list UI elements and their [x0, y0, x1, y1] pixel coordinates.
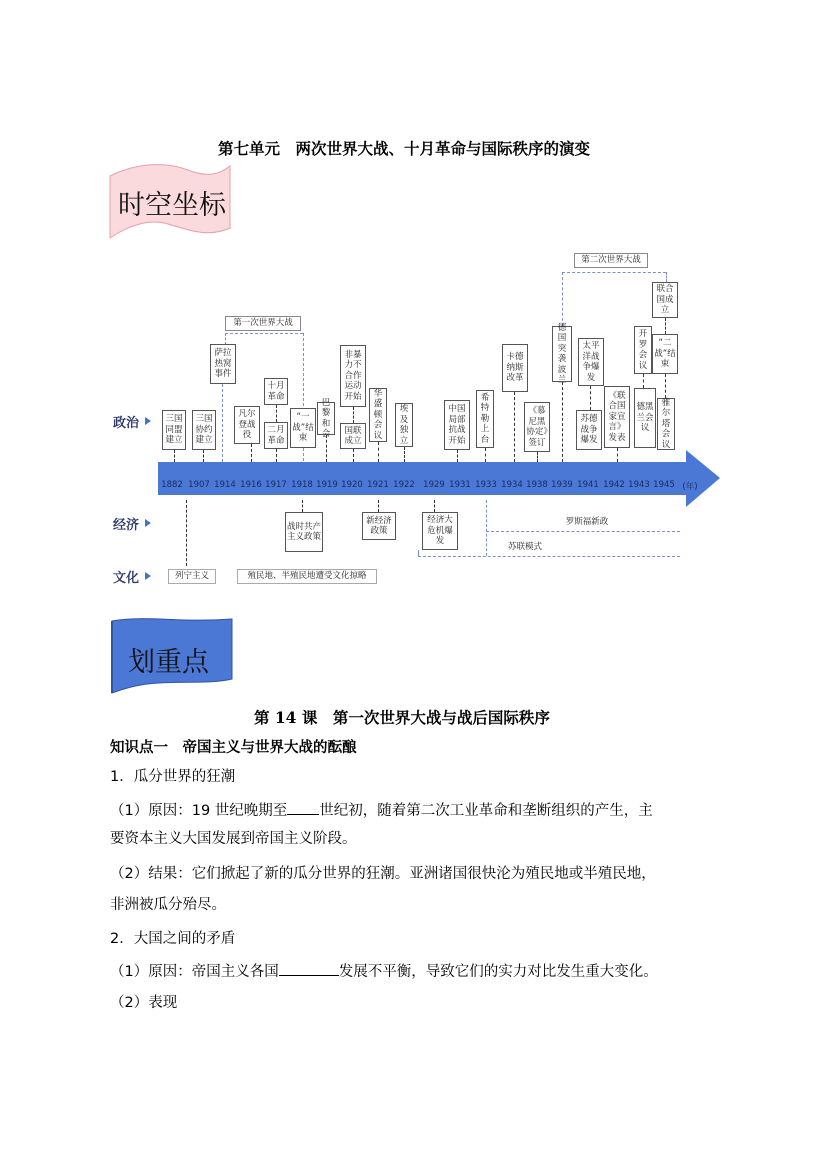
- fill-blank[interactable]: [279, 961, 339, 976]
- econ-box: 战时共产主义政策: [285, 512, 323, 552]
- connector: [203, 450, 204, 462]
- event-box: 埃及独立: [395, 403, 413, 447]
- ww2-bracket-left: [562, 272, 563, 326]
- econ-box: 苏联模式: [502, 540, 548, 555]
- event-box: 德国突袭波兰: [552, 326, 572, 382]
- year-label: 1907: [188, 480, 210, 490]
- lesson-title: 第 14 课 第一次世界大战与战后国际秩序: [254, 708, 550, 727]
- econ-box: 经济大危机爆发: [422, 512, 458, 550]
- connector: [378, 500, 379, 512]
- paragraph: （2）结果：它们掀起了新的瓜分世界的狂潮。亚洲诸国很快沦为殖民地或半殖民地，: [110, 866, 656, 882]
- ww2-bracket-right: [666, 272, 667, 282]
- year-label: 1929: [423, 480, 445, 490]
- year-label: 1920: [341, 480, 363, 490]
- newdeal-bracket: [486, 531, 680, 532]
- event-box: 凡尔登战役: [234, 406, 260, 444]
- event-box: 卡德纳斯改革: [502, 344, 528, 392]
- year-label: 1931: [449, 480, 471, 490]
- event-box: 联合国成立: [652, 282, 678, 318]
- connector: [665, 374, 666, 398]
- year-label: 1945: [653, 480, 675, 490]
- knowledge-point-title: 知识点一 帝国主义与世界大战的酝酿: [110, 739, 357, 756]
- year-label: 1919: [316, 480, 338, 490]
- event-box: 国联成立: [340, 423, 366, 449]
- connector: [186, 500, 187, 566]
- year-label: 1934: [501, 480, 523, 490]
- paragraph: 要资本主义大国发展到帝国主义阶段。: [110, 831, 357, 847]
- connector: [537, 452, 538, 462]
- text: （1）原因：帝国主义各国: [110, 964, 279, 980]
- unit-title: 第七单元 两次世界大战、十月革命与国际秩序的演变: [218, 139, 591, 158]
- culture-box: 列宁主义: [168, 569, 216, 584]
- event-box: 太平洋战争爆发: [578, 338, 604, 386]
- text: 世纪初，随着第二次工业革命和垄断组织的产生，主: [319, 803, 653, 819]
- banner-huazhongdian-label: 划重点: [128, 647, 209, 678]
- year-label: 1933: [475, 480, 497, 490]
- connector: [326, 435, 327, 462]
- connector: [665, 318, 666, 334]
- connector: [514, 392, 515, 462]
- event-box: 雅尔塔会议: [657, 398, 675, 450]
- row-arrow-politics: [145, 417, 151, 425]
- newdeal-bracket-left: [486, 500, 487, 556]
- econ-box: 罗斯福新政: [558, 515, 616, 530]
- paragraph: （2）表现: [110, 995, 178, 1011]
- connector: [404, 447, 405, 462]
- section-heading: 2．大国之间的矛盾: [110, 931, 236, 947]
- event-box: 非暴力不合作运动开始: [340, 345, 366, 407]
- event-box: 中国局部抗战开始: [444, 400, 470, 450]
- text: （1）原因：19 世纪晚期至: [110, 803, 288, 819]
- ww1-label: 第一次世界大战: [225, 316, 301, 331]
- year-label: 1914: [214, 480, 236, 490]
- event-box: 巴黎和会: [317, 402, 335, 435]
- connector: [617, 448, 618, 462]
- ww1-bracket: [225, 333, 303, 334]
- connector: [353, 407, 354, 423]
- event-box: 希特勒上台: [476, 390, 494, 448]
- fill-blank[interactable]: [287, 800, 319, 815]
- row-arrow-culture: [145, 572, 151, 580]
- banner-shikong-label: 时空坐标: [118, 190, 226, 221]
- year-label: 1916: [240, 480, 262, 490]
- event-box: 《联合国家宣言》发表: [604, 386, 630, 448]
- year-label: 1918: [291, 480, 313, 490]
- year-label: 1942: [603, 480, 625, 490]
- connector: [643, 374, 644, 388]
- connector: [276, 449, 277, 462]
- connector: [457, 450, 458, 462]
- soviet-model-left: [418, 550, 419, 556]
- ww2-label: 第二次世界大战: [574, 253, 648, 268]
- connector: [251, 444, 252, 462]
- connector: [353, 449, 354, 462]
- event-box: “一战”结束: [290, 408, 316, 448]
- row-label-politics: 政治: [113, 416, 140, 431]
- paragraph: 非洲被瓜分殆尽。: [110, 897, 226, 913]
- connector: [378, 442, 379, 462]
- year-label: 1917: [265, 480, 287, 490]
- text: 发展不平衡，导致它们的实力对比发生重大变化。: [338, 964, 658, 980]
- event-box: “二战”结束: [652, 334, 678, 374]
- connector: [276, 405, 277, 422]
- event-box: 德黑兰会议: [634, 388, 656, 448]
- paragraph: [110, 961, 658, 983]
- year-label: 1941: [577, 480, 599, 490]
- year-label: 1938: [526, 480, 548, 490]
- year-label: 1921: [367, 480, 389, 490]
- connector: [302, 500, 303, 512]
- econ-box: 新经济政策: [362, 512, 396, 540]
- connector: [174, 450, 175, 462]
- section-heading: 1．瓜分世界的狂潮: [110, 769, 236, 785]
- event-box: 十月革命: [264, 378, 288, 405]
- row-arrow-economy: [145, 519, 151, 527]
- event-box: 三国协约建立: [192, 410, 216, 450]
- year-label: 1922: [393, 480, 415, 490]
- event-box: 开罗会议: [634, 326, 652, 374]
- year-label: (年): [682, 482, 698, 492]
- year-label: 1939: [551, 480, 573, 490]
- event-box: 《慕尼黑协定》签订: [524, 402, 550, 452]
- connector: [590, 386, 591, 410]
- event-box: 二月革命: [264, 422, 288, 449]
- connector: [485, 448, 486, 462]
- soviet-model-bracket: [418, 556, 680, 557]
- connector: [562, 382, 563, 462]
- row-label-culture: 文化: [113, 571, 140, 586]
- paragraph: [110, 800, 653, 822]
- ww2-bracket: [562, 272, 666, 273]
- event-box: 苏德战争爆发: [576, 410, 602, 450]
- connector: [434, 500, 435, 512]
- ww1-line: [222, 384, 223, 462]
- year-label: 1882: [161, 480, 183, 490]
- year-label: 1943: [628, 480, 650, 490]
- row-label-economy: 经济: [113, 518, 140, 533]
- event-box: 华盛顿会议: [369, 388, 387, 442]
- event-box: 三国同盟建立: [162, 410, 186, 450]
- culture-box: 殖民地、半殖民地遭受文化掠略: [237, 569, 377, 584]
- event-box: 萨拉热窝事件: [210, 344, 236, 384]
